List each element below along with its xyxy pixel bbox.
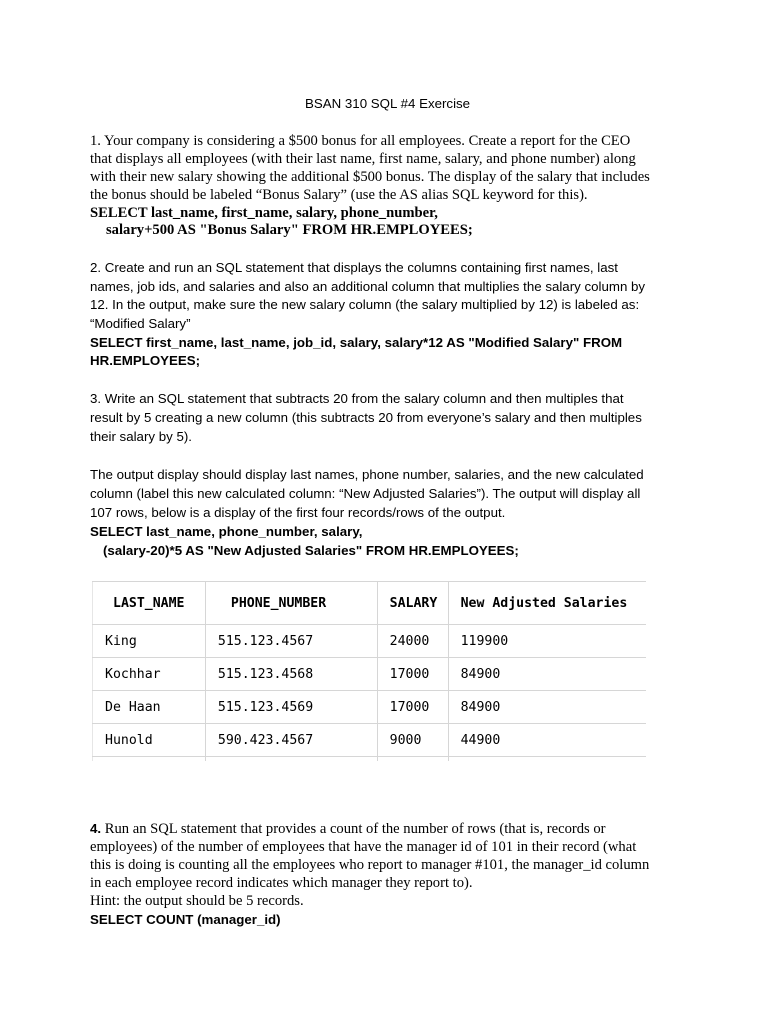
cell-empty bbox=[93, 757, 206, 762]
results-table bbox=[92, 581, 646, 761]
q3-sql-line: (salary-20)*5 AS "New Adjusted Salaries" FROM HR.EMPLOYEES; bbox=[103, 543, 519, 558]
column-header-salary: SALARY bbox=[377, 582, 448, 625]
q1-sql-line: salary+500 AS "Bonus Salary" FROM HR.EMPLOYEES; bbox=[106, 222, 473, 238]
q2-text-line: 2. Create and run an SQL statement that displays the columns containing first names, last bbox=[90, 260, 618, 275]
q3-output-line: The output display should display last names, phone number, salaries, and the new calculated bbox=[90, 467, 644, 482]
cell-last-name: King bbox=[93, 625, 206, 658]
cell-new-adjusted-salary: 119900 bbox=[448, 625, 646, 658]
q2-sql-line: HR.EMPLOYEES; bbox=[90, 353, 201, 368]
table-row bbox=[93, 691, 647, 724]
cell-new-adjusted-salary: 84900 bbox=[448, 658, 646, 691]
q1-sql-line: SELECT last_name, first_name, salary, phone_number, bbox=[90, 205, 438, 221]
q1-text-line: that displays all employees (with their last name, first name, salary, and phone number) along bbox=[90, 151, 636, 167]
column-header-last-name: LAST_NAME bbox=[93, 582, 206, 625]
q1-text-line: 1. Your company is considering a $500 bonus for all employees. Create a report for the CEO bbox=[90, 133, 631, 149]
q4-text-line: in each employee record indicates which manager they report to). bbox=[90, 875, 473, 891]
q4-number: 4. bbox=[90, 821, 102, 836]
cell-new-adjusted-salary: 84900 bbox=[448, 691, 646, 724]
q1-text-line: with their new salary showing the additional $500 bonus. The display of the salary that includes bbox=[90, 169, 650, 185]
column-header-phone-number: PHONE_NUMBER bbox=[205, 582, 377, 625]
column-header-new-adjusted-salaries: New Adjusted Salaries bbox=[448, 582, 646, 625]
cell-salary: 24000 bbox=[377, 625, 448, 658]
cell-last-name: De Haan bbox=[93, 691, 206, 724]
q4-text-line: this is doing is counting all the employees who report to manager #101, the manager_id column bbox=[90, 857, 650, 873]
table-header-row bbox=[93, 582, 647, 625]
table-row bbox=[93, 724, 647, 757]
q3-text-line: their salary by 5). bbox=[90, 429, 192, 444]
cell-phone-number: 515.123.4568 bbox=[205, 658, 377, 691]
q2-sql-line: SELECT first_name, last_name, job_id, salary, salary*12 AS "Modified Salary" FROM bbox=[90, 335, 623, 350]
q4-text-line: employees) of the number of employees that have the manager id of 101 in their record (what bbox=[90, 839, 637, 855]
q2-text-line: “Modified Salary” bbox=[90, 316, 191, 331]
cell-empty bbox=[377, 757, 448, 762]
q4-hint: Hint: the output should be 5 records. bbox=[90, 893, 304, 909]
cell-last-name: Hunold bbox=[93, 724, 206, 757]
q4-text-span: Run an SQL statement that provides a count of the number of rows (that is, records or bbox=[101, 821, 606, 837]
q2-text-line: 12. In the output, make sure the new salary column (the salary multiplied by 12) is labeled as: bbox=[90, 297, 640, 312]
cell-salary: 17000 bbox=[377, 658, 448, 691]
cell-salary: 17000 bbox=[377, 691, 448, 724]
cell-salary: 9000 bbox=[377, 724, 448, 757]
cell-phone-number: 590.423.4567 bbox=[205, 724, 377, 757]
q3-output-line: 107 rows, below is a display of the first four records/rows of the output. bbox=[90, 505, 506, 520]
cell-empty bbox=[205, 757, 377, 762]
cell-last-name: Kochhar bbox=[93, 658, 206, 691]
cell-phone-number: 515.123.4569 bbox=[205, 691, 377, 724]
q3-sql-line: SELECT last_name, phone_number, salary, bbox=[90, 524, 363, 539]
q2-text-line: names, job ids, and salaries and also an additional column that multiplies the salary column by bbox=[90, 279, 646, 294]
table-row-cutoff bbox=[93, 757, 647, 762]
q1-text-line: the bonus should be labeled “Bonus Salary” (use the AS alias SQL keyword for this). bbox=[90, 187, 588, 203]
q3-output-line: column (label this new calculated column: “New Adjusted Salaries”). The output will display all bbox=[90, 486, 641, 501]
q4-sql-line: SELECT COUNT (manager_id) bbox=[90, 912, 281, 927]
q3-text-line: 3. Write an SQL statement that subtracts 20 from the salary column and then multiples that bbox=[90, 391, 624, 406]
cell-empty bbox=[448, 757, 646, 762]
table-row bbox=[93, 658, 647, 691]
page-title: BSAN 310 SQL #4 Exercise bbox=[305, 96, 471, 111]
q3-text-line: result by 5 creating a new column (this subtracts 20 from everyone’s salary and then multiples bbox=[90, 410, 642, 425]
cell-phone-number: 515.123.4567 bbox=[205, 625, 377, 658]
q4-text-line bbox=[90, 820, 606, 838]
cell-new-adjusted-salary: 44900 bbox=[448, 724, 646, 757]
table-row bbox=[93, 625, 647, 658]
